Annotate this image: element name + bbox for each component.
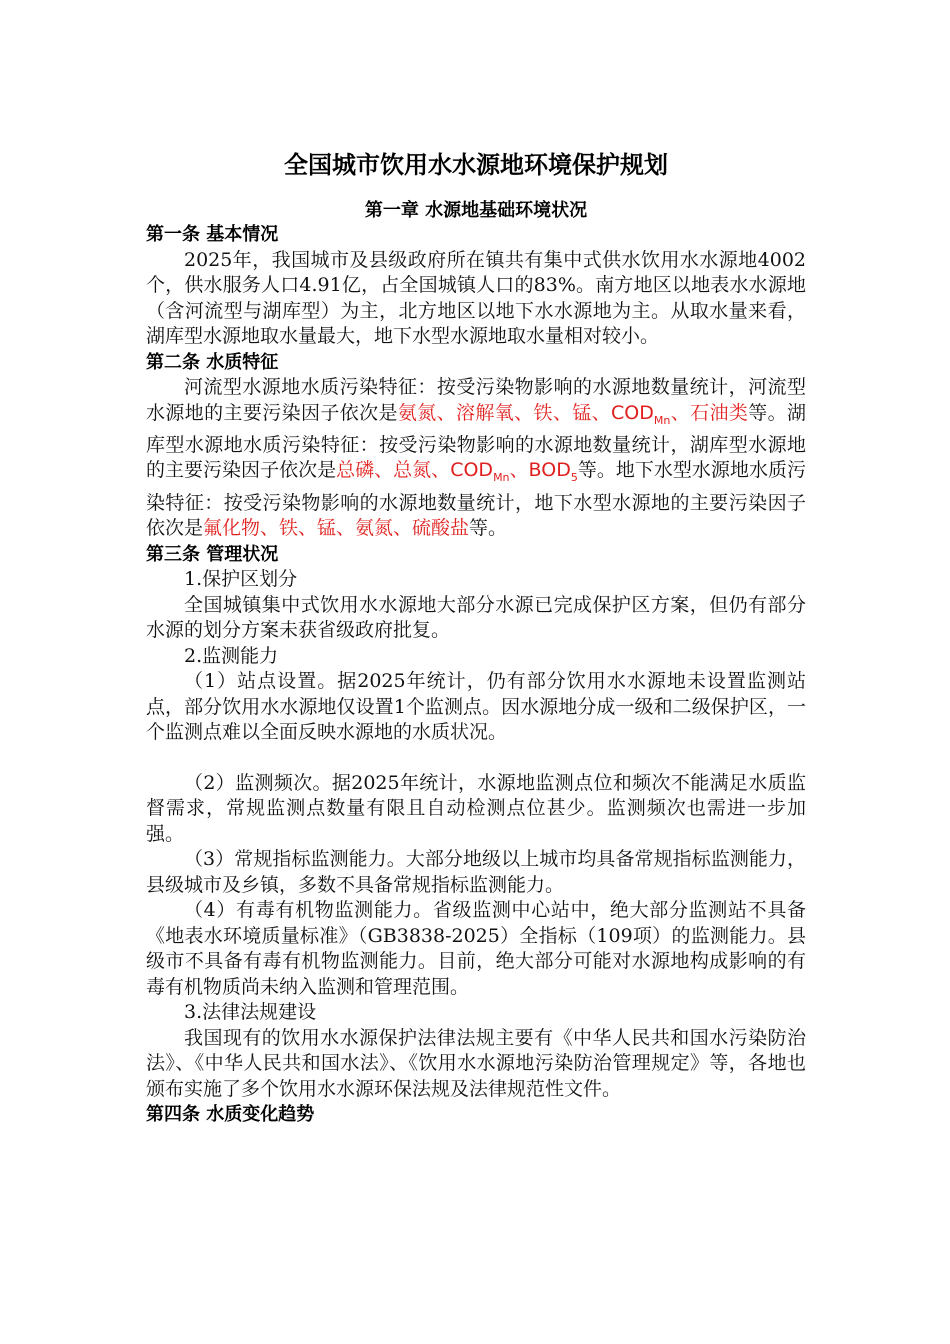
routine-monitoring-paragraph: （3）常规指标监测能力。大部分地级以上城市均具备常规指标监测能力，县级城市及乡镇，多数不具备常规指标监测能力。 bbox=[146, 848, 806, 896]
section-protection-zone: 1.保护区划分 bbox=[184, 568, 298, 591]
lake-pollutants bbox=[336, 459, 578, 485]
article-4-heading: 第四条 水质变化趋势 bbox=[146, 1104, 315, 1126]
bod-subscript: 5 bbox=[570, 471, 578, 485]
cod-subscript-2: Mn bbox=[493, 471, 510, 485]
lake-text: 等。湖库型水源地水质污染特征：按受污染物影响的水源地数量统计，湖库型水源地的主要污染因子依次是 bbox=[146, 401, 806, 482]
legal-paragraph: 我国现有的饮用水水源保护法律法规主要有《中华人民共和国水污染防治法》、《中华人民共和国水法》、《饮用水水源地污染防治管理规定》等，各地也颁布实施了多个饮用水水源环保法规及法律规范性文件。 bbox=[146, 1026, 806, 1100]
chapter-heading: 第一章 水源地基础环境状况 bbox=[364, 200, 588, 221]
spacer bbox=[146, 746, 806, 771]
lake-pollutants-a: 总磷、总氮、 bbox=[336, 459, 451, 482]
monitoring-sites-paragraph: （1）站点设置。据2025年统计，仍有部分饮用水水源地未设置监测站点，部分饮用水水源地仅设置1个监测点。因水源地分成一级和二级保护区，一个监测点难以全面反映水源地的水质状况。 bbox=[146, 670, 806, 744]
section-monitoring: 2.监测能力 bbox=[184, 644, 279, 667]
document-title: 全国城市饮用水水源地环境保护规划 bbox=[284, 151, 668, 179]
end-text: 等。 bbox=[469, 517, 508, 540]
cod-label-2: COD bbox=[450, 459, 494, 482]
article-1-heading: 第一条 基本情况 bbox=[146, 224, 279, 245]
bod-label: 、BOD bbox=[509, 459, 571, 482]
article-1-paragraph: 2025年，我国城市及县级政府所在镇共有集中式供水饮用水水源地4002个，供水服务人口4.91亿，占全国城镇人口的83%。南方地区以地表水水源地（含河流型与湖库型）为主，北方地区以地下水水源地为主。从取水量来看，湖库型水源地取水量最大，地下水型水源地取水量相对较小。 bbox=[146, 248, 806, 347]
cod-subscript: Mn bbox=[653, 413, 671, 427]
section-legal: 3.法律法规建设 bbox=[184, 1001, 317, 1024]
monitoring-frequency-paragraph: （2）监测频次。据2025年统计，水源地监测点位和频次不能满足水质监督需求，常规监测点数量有限且自动检测点位甚少。监测频次也需进一步加强。 bbox=[146, 771, 806, 845]
river-pollutants-b: 、石油类 bbox=[670, 401, 749, 424]
river-pollutants bbox=[397, 401, 749, 427]
ground-pollutants: 氟化物、铁、锰、氨氮、硫酸盐 bbox=[203, 517, 470, 540]
article-2-paragraph bbox=[146, 375, 806, 542]
article-3-heading: 第三条 管理状况 bbox=[146, 543, 279, 565]
protection-zone-paragraph: 全国城镇集中式饮用水水源地大部分水源已完成保护区方案，但仍有部分水源的划分方案未获省级政府批复。 bbox=[146, 593, 806, 642]
river-text: 河流型水源地水质污染特征：按受污染物影响的水源地数量统计，河流型水源地的主要污染因子依次是 bbox=[146, 376, 806, 424]
cod-label: COD bbox=[611, 401, 654, 424]
river-pollutants-a: 氨氮、溶解氧、铁、锰、 bbox=[397, 401, 611, 424]
document-page bbox=[146, 148, 806, 1128]
article-2-heading: 第二条 水质特征 bbox=[146, 351, 279, 373]
toxic-monitoring-paragraph: （4）有毒有机物监测能力。省级监测中心站中，绝大部分监测站不具备《地表水环境质量标准》（GB3838-2025）全指标（109项）的监测能力。县级市不具备有毒有机物监测能力。目前，绝大部分可能对水源地构成影响的有毒有机物质尚未纳入监测和管理范围。 bbox=[146, 899, 806, 998]
ground-text: 等。地下水型水源地水质污染特征：按受污染物影响的水源地数量统计，地下水型水源地的主要污染因子依次是 bbox=[146, 459, 806, 540]
